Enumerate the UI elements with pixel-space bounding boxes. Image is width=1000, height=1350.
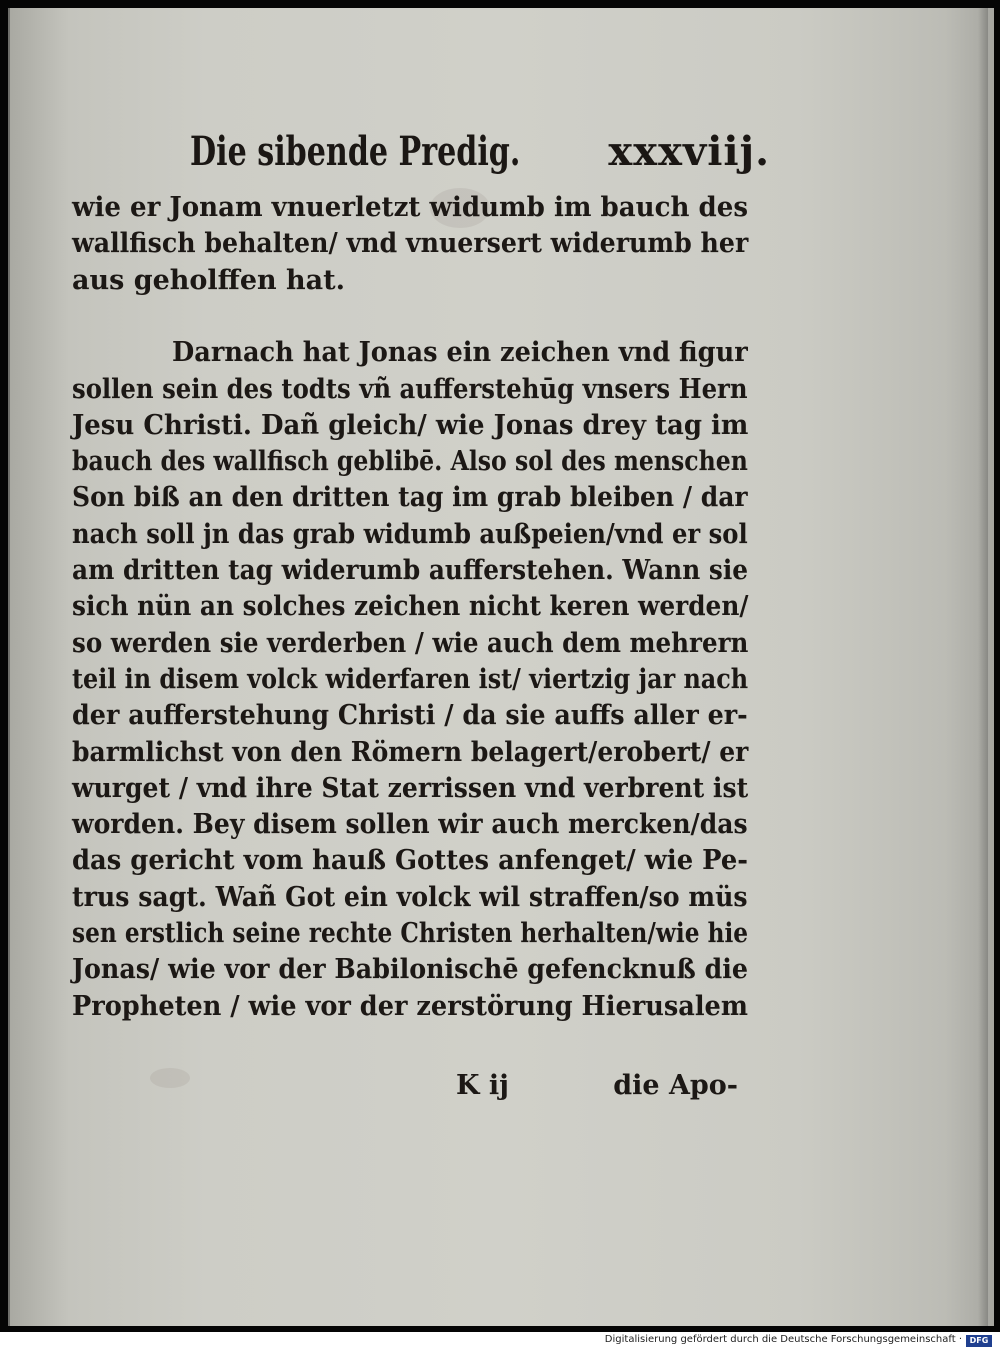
text-line: Son biß an den dritten tag im grab bleiben / dar <box>72 482 748 514</box>
running-title: Die sibende Predig. <box>190 128 521 175</box>
text-line: sen erstlich seine rechte Christen herhalten/wie hie <box>72 918 749 949</box>
text-line: wallfisch behalten/ vnd vnuersert widerumb her <box>72 228 749 260</box>
text-line: wie er Jonam vnuerletzt widumb im bauch des <box>72 192 749 223</box>
text-line: wurget / vnd ihre Stat zerrissen vnd verbrent ist <box>72 772 749 804</box>
text-line: nach soll jn das grab widumb außpeien/vnd er sol <box>72 518 748 550</box>
paper-stain <box>150 1068 190 1088</box>
text-line: Propheten / wie vor der zerstörung Hierusalem <box>72 990 748 1022</box>
text-line: bauch des wallfisch geblibē. Also sol des menschen <box>72 446 748 478</box>
text-line: worden. Bey disem sollen wir auch mercken/das <box>72 809 748 841</box>
folio-number: xxxviij. <box>608 128 770 175</box>
text-line: der aufferstehung Christi / da sie auffs aller er- <box>72 700 748 732</box>
text-line: das gericht vom hauß Gottes anfenget/ wie Pe- <box>72 845 749 877</box>
signature-mark: K ij <box>456 1070 509 1101</box>
text-line: barmlichst von den Römern belagert/erobert/ er <box>72 736 749 768</box>
text-line: Jonas/ wie vor der Babilonischē gefencknuß die <box>72 954 749 986</box>
funding-credit: Digitalisierung gefördert durch die Deutsche Forschungsgemeinschaft · <box>604 1334 962 1345</box>
catchword: die Apo- <box>613 1070 738 1101</box>
text-line: Jesu Christi. Dañ gleich/ wie Jonas drey tag im <box>72 409 749 441</box>
text-line: aus geholffen hat. <box>72 264 346 296</box>
text-line: am dritten tag widerumb aufferstehen. Wann sie <box>72 555 749 586</box>
text-line: teil in disem volck widerfaren ist/ viertzig jar nach <box>72 663 749 695</box>
page-footer-line <box>440 1068 750 1104</box>
text-line: Darnach hat Jonas ein zeichen vnd figur <box>172 337 748 369</box>
text-line: sich nün an solches zeichen nicht keren werden/ <box>72 591 749 623</box>
running-head <box>190 128 770 184</box>
text-line: sollen sein des todts vñ aufferstehūg vnsers Hern <box>72 373 748 405</box>
text-line: trus sagt. Wañ Got ein volck wil straffen/so müs <box>72 881 748 913</box>
credit-bar <box>0 1332 1000 1350</box>
dfg-logo: DFG <box>966 1335 992 1347</box>
text-line: so werden sie verderben / wie auch dem mehrern <box>72 627 749 659</box>
